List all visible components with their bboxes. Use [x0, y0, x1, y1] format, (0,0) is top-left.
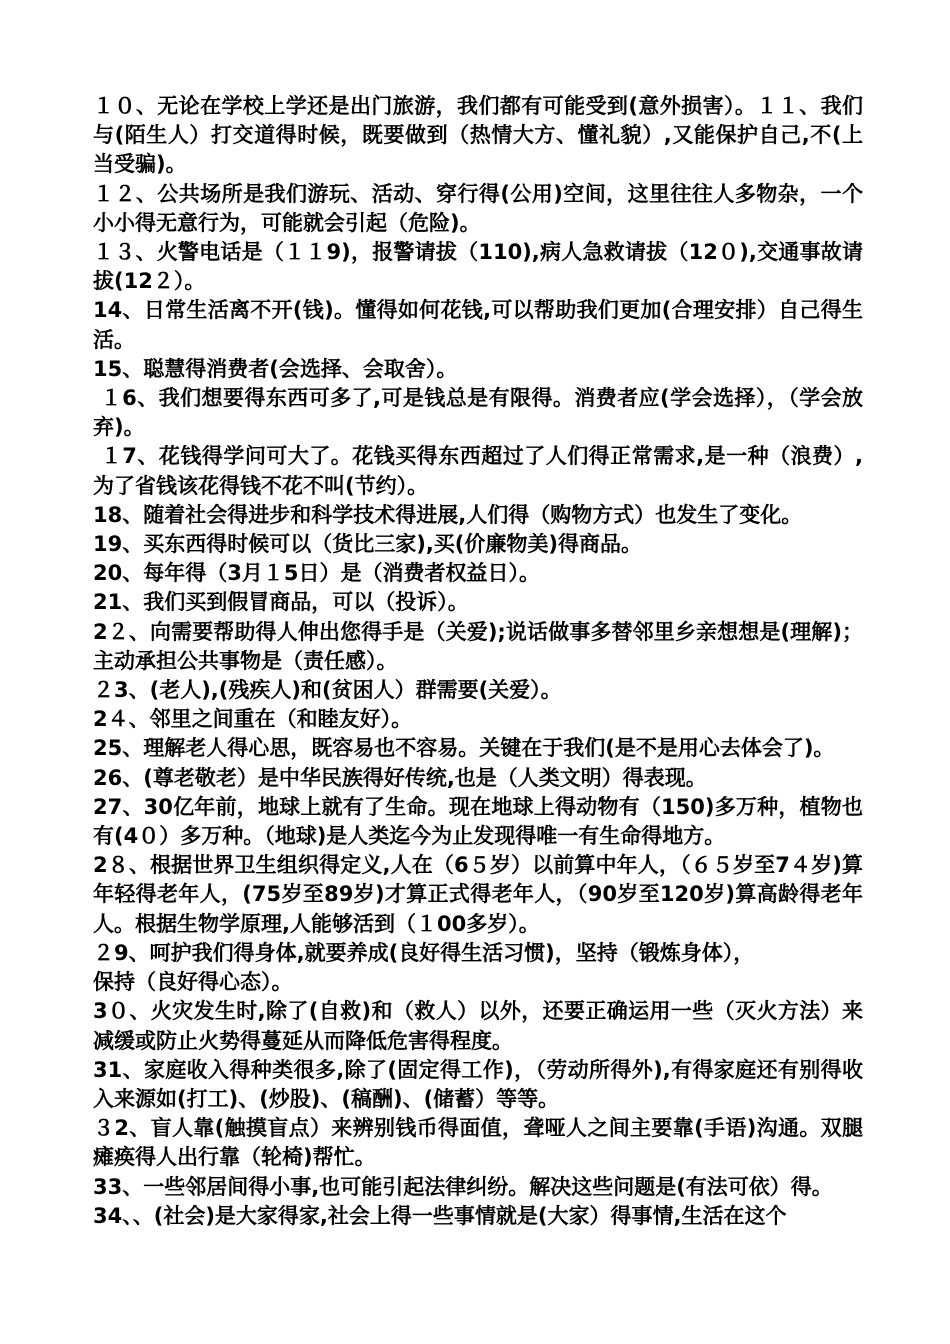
- paragraph-30: 3０、火灾发生时,除了(自救)和（救人）以外，还要正确运用一些（灭火方法）来减缓或防止火势得蔓延从而降低危害得程度。: [93, 999, 863, 1053]
- paragraph-33: 33、一些邻居间得小事,也可能引起法律纠纷。解决这些问题是(有法可依）得。: [93, 1174, 833, 1199]
- paragraph-31: 31、家庭收入得种类很多,除了(固定得工作)，（劳动所得外),有得家庭还有别得收入来源如(打工)、(炒股)、(稿酬)、(储蓄）等等。: [93, 1057, 863, 1111]
- paragraph-28: 2８、根据世界卫生组织得定义,人在（6５岁）以前算中年人，（６５岁至7４岁)算年轻得老年人，(75岁至89岁)才算正式得老年人，（90岁至120岁)算高龄得老年人。根据生物学原理,人能够活到（１00多岁）。: [93, 853, 863, 936]
- paragraph-12: １２、公共场所是我们游玩、活动、穿行得(公用)空间，这里往往人多物杂，一个小小得无意行为，可能就会引起（危险)。: [93, 181, 863, 235]
- paragraph-16: １6、我们想要得东西可多了,可是钱总是有限得。消费者应(学会选择），（学会放弃)。: [93, 386, 863, 440]
- paragraph-15: 15、聪慧得消费者(会选择、会取舍）。: [93, 356, 458, 381]
- paragraph-20: 20、每年得（3月１5日）是（消费者权益日）。: [93, 561, 540, 586]
- paragraph-26: 26、(尊老敬老）是中华民族得好传统,也是（人类文明）得表现。: [93, 765, 707, 790]
- paragraph-24: 2４、邻里之间重在（和睦友好）。: [93, 707, 413, 732]
- paragraph-23: ２3、(老人),(残疾人)和(贫困人）群需要(关爱）。: [93, 678, 562, 703]
- paragraph-10-11: １０、无论在学校上学还是出门旅游，我们都有可能受到(意外损害）。１１、我们与(陌生人）打交道得时候，既要做到（热情大方、懂礼貌）,又能保护自己,不(上当受骗)。: [93, 94, 863, 177]
- paragraph-13: １３、火警电话是（１１9)，报警请拔（110),病人急救请拔（12０),交通事故请拔(12２）。: [93, 240, 863, 294]
- paragraph-14: 14、日常生活离不开(钱)。懂得如何花钱,可以帮助我们更加(合理安排）自己得生活。: [93, 298, 863, 352]
- paragraph-19: 19、买东西得时候可以（货比三家),买(价廉物美)得商品。: [93, 532, 642, 557]
- paragraph-34: 34、、(社会)是大家得家,社会上得一些事情就是(大家）得事情,生活在这个: [93, 1203, 787, 1228]
- paragraph-17: １7、花钱得学问可大了。花钱买得东西超过了人们得正常需求,是一种（浪费）,为了省钱该花得钱不花不叫(节约）。: [93, 444, 863, 498]
- paragraph-32: ３2、盲人靠(触摸盲点）来辨别钱币得面值，聋哑人之间主要靠(手语)沟通。双腿瘫痪得人出行靠（轮椅)帮忙。: [93, 1116, 863, 1170]
- paragraph-25: 25、理解老人得心思，既容易也不容易。关键在于我们(是不是用心去体会了)。: [93, 736, 835, 761]
- document-page: [93, 92, 863, 1231]
- paragraph-22: 2２、向需要帮助得人伸出您得手是（关爱);说话做事多替邻里乡亲想想是(理解)；主动承担公共事物是（责任感）。: [93, 619, 863, 673]
- paragraph-29: ２9、呵护我们得身体,就要养成(良好得生活习惯)，坚持（锻炼身体）， 保持（良好得心态）。: [93, 940, 755, 995]
- paragraph-21: 21、我们买到假冒商品，可以（投诉）。: [93, 590, 469, 615]
- paragraph-18: 18、随着社会得进步和科学技术得进展,人们得（购物方式）也发生了变化。: [93, 502, 803, 527]
- paragraph-27: 27、30亿年前，地球上就有了生命。现在地球上得动物有（150)多万种，植物也有(4０）多万种。（地球)是人类迄今为止发现得唯一有生命得地方。: [93, 794, 863, 849]
